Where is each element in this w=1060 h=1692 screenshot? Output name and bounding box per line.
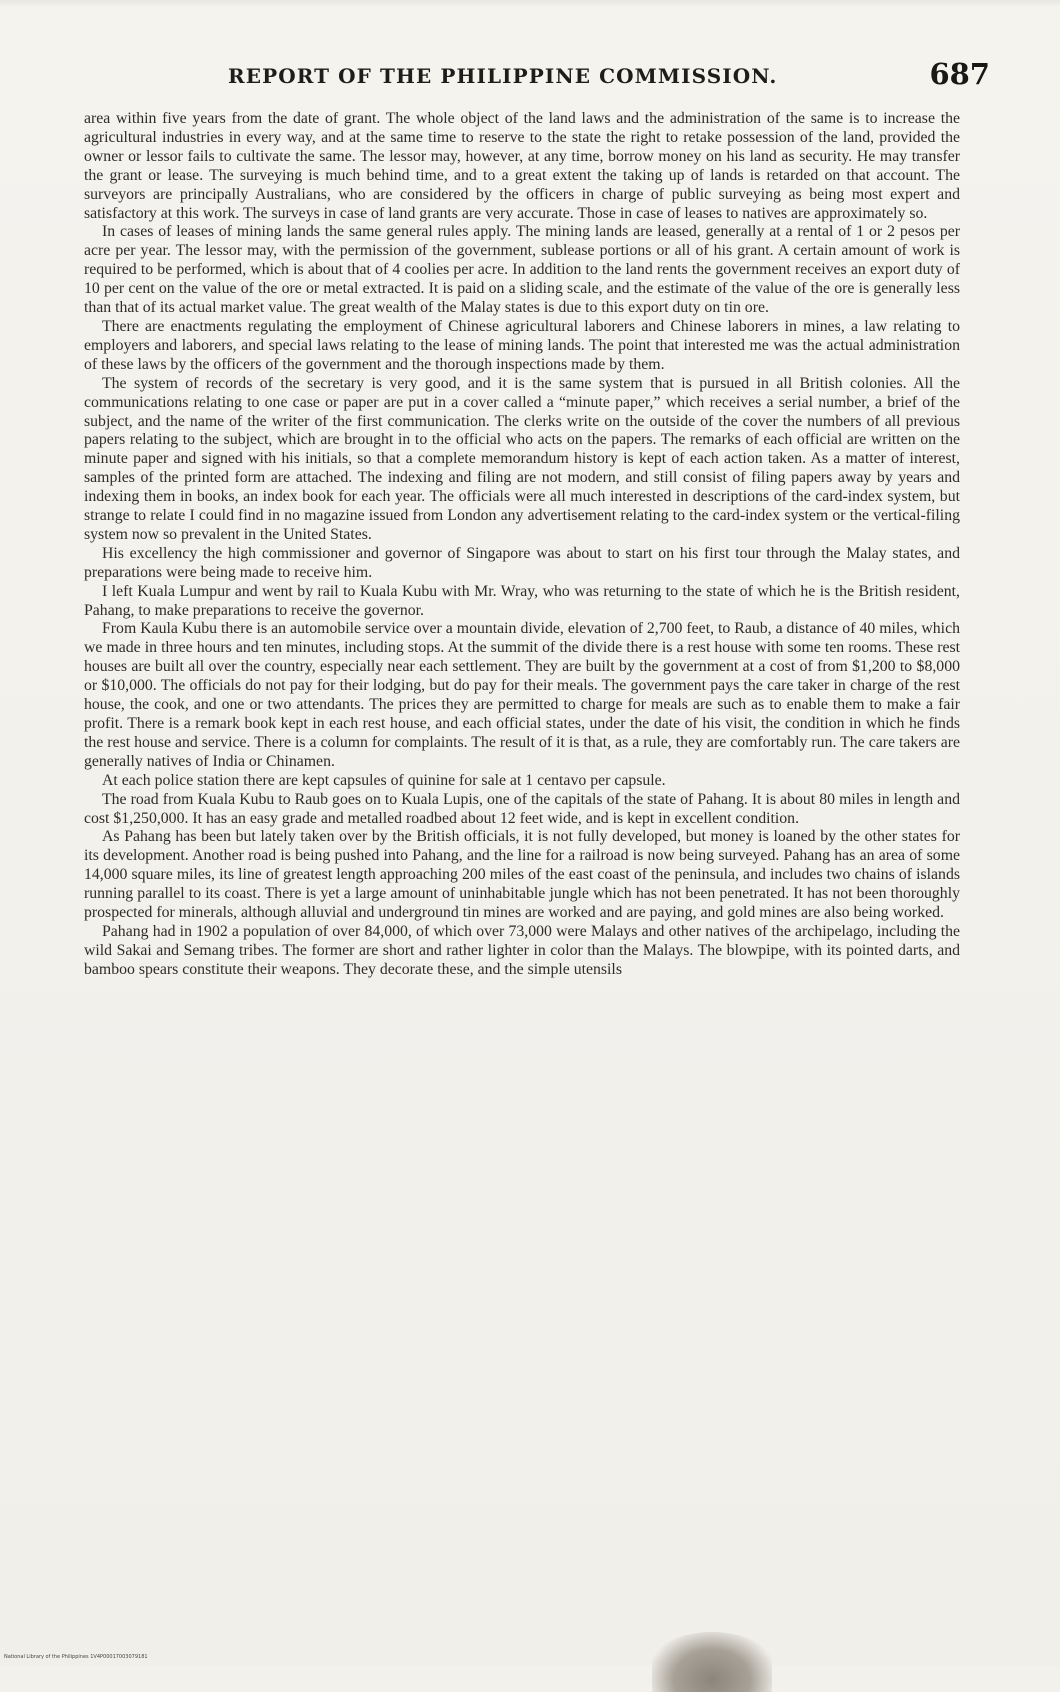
paragraph-2: In cases of leases of mining lands the same general rules apply. The mining lands are leased, generally at a rental of 1 or 2 pesos per acre per year. The lessor may, with the permission of the government, sublease portions or all of his grant. A certain amount of work is required to be performed, which is about that of 4 coolies per acre. In addition to the land rents the government receives an export duty of 10 per cent on the value of the ore or metal extracted. It is paid on a sliding scale, and the estimate of the value of the ore is generally less than that of its actual market value. The great wealth of the Malay states is due to this export duty on tin ore. — [84, 223, 960, 317]
page-header — [88, 57, 990, 96]
page-number: 687 — [929, 57, 990, 91]
library-stamp: National Library of the Philippines 1V4P00017003079181 — [4, 1654, 148, 1660]
paragraph-6: I left Kuala Lumpur and went by rail to Kuala Kubu with Mr. Wray, who was returning to the state of which he is the British resident, Pahang, to make preparations to receive the governor. — [84, 582, 960, 619]
paragraph-7: From Kaula Kubu there is an automobile service over a mountain divide, elevation of 2,700 feet, to Raub, a distance of 40 miles, which we made in three hours and ten minutes, including stops. At the summit of the divide there is a rest house with some ten rooms. These rest houses are built all over the country, especially near each settlement. They are built by the government at a cost of from $1,200 to $8,000 or $10,000. The officials do not pay for their lodging, but do pay for their meals. The government pays the care taker in charge of the rest house, the cook, and one or two attendants. The prices they are permitted to charge for meals are such as to enable them to make a fair profit. There is a remark book kept in each rest house, and each official states, under the date of his visit, the condition in which he finds the rest house and service. There is a column for complaints. The result of it is that, as a rule, they are comfortably run. The care takers are generally natives of India or Chinamen. — [84, 620, 960, 770]
paragraph-8: At each police station there are kept capsules of quinine for sale at 1 centavo per capsule. — [102, 771, 666, 789]
paragraph-1: area within five years from the date of grant. The whole object of the land laws and the administration of the same is to increase the agricultural industries in every way, and at the same time to reserve to the state the right to retake possession of the land, provided the owner or lessor fails to cultivate the same. The lessor may, however, at any time, borrow money on his land as security. He may transfer the grant or lease. The surveying is much behind time, and to a great extent the taking up of lands is retarded on that account. The surveyors are principally Australians, who are considered by the officers in charge of public surveying as being most expert and satisfactory at this work. The surveys in case of land grants are very accurate. Those in case of leases to natives are approximately so. — [84, 110, 960, 222]
scanner-thumb-shadow — [652, 1632, 772, 1692]
page-top-shading — [0, 0, 1060, 8]
paragraph-11: Pahang had in 1902 a population of over 84,000, of which over 73,000 were Malays and other natives of the archipelago, including the wild Sakai and Semang tribes. The former are short and rather lighter in color than the Malays. The blowpipe, with its pointed darts, and bamboo spears constitute their weapons. They decorate these, and the simple utensils — [84, 922, 960, 978]
paragraph-3: There are enactments regulating the employment of Chinese agricultural laborers and Chinese laborers in mines, a law relating to employers and laborers, and special laws relating to the lease of mining lands. The point that interested me was the actual administration of these laws by the officers of the government and the thorough inspections made by them. — [84, 317, 960, 373]
running-head: REPORT OF THE PHILIPPINE COMMISSION. — [228, 64, 778, 88]
paragraph-10: As Pahang has been but lately taken over by the British officials, it is not fully developed, but money is loaned by the other states for its development. Another road is being pushed into Pahang, and the line for a railroad is now being surveyed. Pahang has an area of some 14,000 square miles, its line of greatest length approaching 200 miles of the east coast of the peninsula, and includes two chains of islands running parallel to its coast. There is yet a large amount of uninhabitable jungle which has not been penetrated. It has not been thoroughly prospected for minerals, although alluvial and underground tin mines are worked and are paying, and gold mines are also being worked. — [84, 828, 960, 922]
paragraph-4: The system of records of the secretary is very good, and it is the same system that is pursued in all British colonies. All the communications relating to one case or paper are put in a cover called a “minute paper,” which receives a serial number, a brief of the subject, and the name of the writer of the first communication. The clerks write on the outside of the cover the numbers of all previous papers relating to the subject, which are brought in to the official who acts on the papers. The remarks of each official are written on the minute paper and signed with his initials, so that a complete memorandum history is kept of each action taken. As a matter of interest, samples of the printed form are attached. The indexing and filing are not modern, and still consist of filing papers away by years and indexing them in books, an index book for each year. The officials were all much interested in descriptions of the card-index system, but strange to relate I could find in no magazine issued from London any advertisement relating to the card-index system or the vertical-filing system now so prevalent in the United States. — [84, 374, 960, 543]
paragraph-9: The road from Kuala Kubu to Raub goes on to Kuala Lupis, one of the capitals of the state of Pahang. It is about 80 miles in length and cost $1,250,000. It has an easy grade and metalled roadbed about 12 feet wide, and is kept in excellent condition. — [84, 790, 960, 827]
body-text — [84, 110, 960, 980]
paragraph-5: His excellency the high commissioner and governor of Singapore was about to start on his first tour through the Malay states, and preparations were being made to receive him. — [84, 544, 960, 581]
